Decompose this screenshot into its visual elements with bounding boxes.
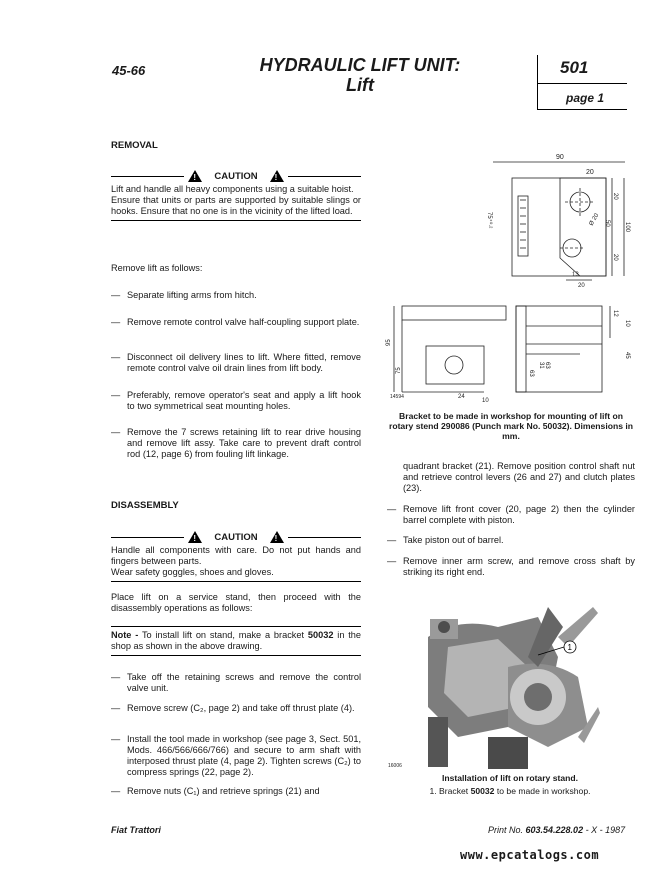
right-step-2: — Take piston out of barrel. (387, 535, 635, 546)
watermark-link[interactable]: www.epcatalogs.com (460, 848, 600, 862)
disassembly-step-1: — Take off the retaining screws and remove the control valve unit. (111, 672, 361, 693)
divider (288, 176, 361, 177)
lift-photo (388, 597, 600, 769)
dim-label: 95 (386, 339, 392, 346)
step-text: Remove remote control valve half-coupling support plate. (127, 317, 360, 327)
bracket-top-view (486, 154, 630, 289)
dim-label: 10 (624, 320, 630, 327)
photo-code: 16006 (388, 763, 402, 769)
warning-triangle-icon (270, 170, 284, 182)
dim-label: 31 (538, 362, 544, 369)
title-line-2: Lift (346, 75, 374, 95)
group-number: 501 (560, 58, 589, 77)
warning-triangle-icon (188, 170, 202, 182)
right-continuation: quadrant bracket (21). Remove position control shaft nut and retrieve control levers (26 and 27) and clutch plates (23). (403, 461, 635, 493)
dim-label: 63 (544, 362, 550, 369)
drawing-code: 14594 (390, 394, 404, 400)
dim-label: Ø 20 (588, 212, 601, 227)
dim-label: 90 (556, 154, 564, 161)
note-box (111, 626, 361, 656)
removal-step-4: — Preferably, remove operator's seat and apply a lift hook to two symmetrical seat mounting holes. (111, 390, 361, 411)
step-text: Remove nuts (C₁) and retrieve springs (21) and (127, 786, 320, 796)
title-line-1: HYDRAULIC LIFT UNIT: (259, 55, 461, 75)
removal-step-3: — Disconnect oil delivery lines to lift. Where fitted, remove remote control valve oil drain lines from lift body. (111, 352, 361, 373)
caution-label: CAUTION (214, 170, 258, 182)
step-text: Remove inner arm screw, and remove cross shaft by striking its right end. (403, 556, 635, 577)
dim-label: 50 (604, 220, 610, 227)
photo-caption-title: Installation of lift on rotary stand. (441, 773, 579, 783)
disassembly-step-4: — Remove nuts (C₁) and retrieve springs (21) and (111, 786, 361, 797)
right-step-3: — Remove inner arm screw, and remove cross shaft by striking its right end. (387, 556, 635, 577)
disassembly-step-3: — Install the tool made in workshop (see page 3, Sect. 501, Mods. 466/566/666/766) and secure to arm shaft with interposed thrust plate (4, page 2). Tighten screws (C₂) to compress springs (22, page 2). (111, 734, 361, 777)
step-text: Disconnect oil delivery lines to lift. Where fitted, remove remote control valve oil drain lines from lift body. (127, 352, 361, 373)
divider (111, 220, 361, 221)
page-title (250, 55, 470, 95)
disassembly-step-2: — Remove screw (C₂, page 2) and take off thrust plate (4). (111, 703, 361, 714)
divider (111, 537, 184, 538)
step-text: Take piston out of barrel. (403, 535, 504, 545)
dim-label: 24 (458, 394, 465, 400)
print-prefix: Print No. (488, 825, 526, 835)
print-number: 603.54.228.02 (525, 825, 584, 835)
note-part: To install lift on stand, make a bracket (138, 630, 308, 640)
remove-intro: Remove lift as follows: (111, 263, 203, 273)
dim-label: 13 (572, 272, 579, 278)
caution-text: Lift and handle all heavy components using a suitable hoist. Ensure that units or parts are supported by suitable slings or hooks. Ensure that no one is in the vicinity of the lifted load. (111, 184, 361, 216)
caption-part: to be made in workshop. (494, 786, 591, 796)
step-text: Take off the retaining screws and remove the control valve unit. (127, 672, 361, 693)
warning-triangle-icon (188, 531, 202, 543)
caution-text: Handle all components with care. Do not put hands and fingers between parts. Wear safety goggles, shoes and gloves. (111, 545, 361, 577)
note-label: Note - (111, 630, 139, 640)
dim-label: 20 (586, 169, 594, 176)
dim-label: 75⁺⁰·² (486, 212, 492, 229)
bracket-drawing (380, 148, 640, 406)
step-text: Remove the 7 screws retaining lift to rear drive housing and remove lift assy. Take care to prevent draft control rod (12, page 6) from fouling lift linkage. (127, 427, 361, 459)
divider (288, 537, 361, 538)
right-step-1: — Remove lift front cover (20, page 2) then the cylinder barrel complete with piston. (387, 504, 635, 525)
step-text: Separate lifting arms from hitch. (127, 290, 257, 300)
photo-caption (405, 786, 615, 796)
divider (111, 176, 184, 177)
caution-header (111, 170, 361, 182)
header-rule (537, 83, 627, 84)
footer-brand: Fiat Trattori (111, 825, 161, 835)
step-text: Remove lift front cover (20, page 2) then the cylinder barrel complete with piston. (403, 504, 635, 525)
dim-label: 10 (482, 398, 489, 404)
caution-box-1 (111, 170, 361, 221)
dim-label: 20 (578, 283, 585, 289)
note-bracket: 50032 (307, 630, 334, 640)
header-rule (537, 109, 627, 110)
divider (111, 626, 361, 627)
callout-number: 1 (567, 643, 572, 652)
step-text: Preferably, remove operator's seat and apply a lift hook to two symmetrical seat mounting holes. (127, 390, 361, 411)
removal-step-5: — Remove the 7 screws retaining lift to rear drive housing and remove lift assy. Take care to prevent draft control rod (12, page 6) from fouling lift linkage. (111, 427, 361, 459)
divider (111, 581, 361, 582)
dim-label: 20 (612, 254, 618, 261)
drawing-caption: Bracket to be made in workshop for mounting of lift on rotary stend 290086 (Punch mark No. 50032). Dimensions in mm. (388, 411, 634, 441)
warning-triangle-icon (270, 531, 284, 543)
page-label: page 1 (566, 91, 605, 105)
caption-bracket: 50032 (470, 786, 495, 796)
section-code: 45-66 (112, 63, 146, 78)
dim-label: 20 (612, 193, 618, 200)
dim-label: 100 (624, 222, 630, 233)
bracket-front-view (386, 306, 506, 404)
footer-print (488, 825, 625, 835)
caution-label: CAUTION (214, 531, 258, 543)
print-suffix: - X - 1987 (583, 825, 626, 835)
dim-label: 75 (396, 367, 402, 374)
dim-label: 45 (624, 352, 630, 359)
removal-step-1: — Separate lifting arms from hitch. (111, 290, 361, 301)
caption-part: 1. Bracket (429, 786, 471, 796)
caution-box-2 (111, 531, 361, 582)
caution-header (111, 531, 361, 543)
note-text (111, 630, 361, 652)
disassembly-heading: DISASSEMBLY (111, 500, 179, 511)
disassembly-intro: Place lift on a service stand, then proceed with the disassembly operations as follows: (111, 592, 361, 613)
dim-label: 12 (612, 310, 618, 317)
bracket-side-view (516, 306, 630, 392)
step-text: Remove screw (C₂, page 2) and take off thrust plate (4). (127, 703, 355, 713)
removal-step-2: — Remove remote control valve half-coupling support plate. (111, 317, 360, 327)
dim-label: 63 (528, 370, 534, 377)
removal-heading: REMOVAL (111, 140, 158, 151)
note-part: in the shop as shown in the above drawing. (111, 630, 362, 651)
divider (111, 655, 361, 656)
step-text: Install the tool made in workshop (see page 3, Sect. 501, Mods. 466/566/666/766) and secure to arm shaft with interposed thrust plate (4, page 2). Tighten screws (C₂) to compress springs (22, page 2). (127, 734, 361, 777)
